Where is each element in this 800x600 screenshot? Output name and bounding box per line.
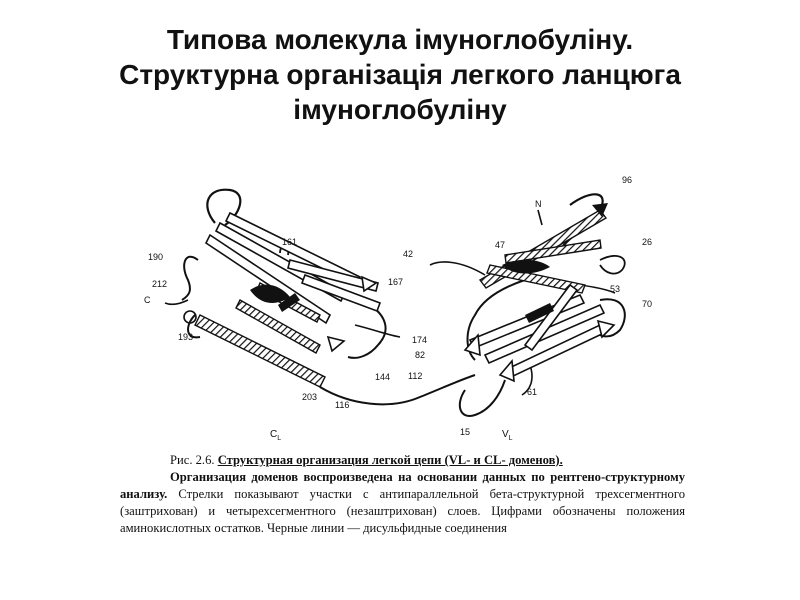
label-47: 47	[495, 240, 506, 250]
label-116: 116	[335, 400, 350, 410]
figure-caption	[120, 452, 685, 537]
label-c-terminus: C	[144, 295, 151, 305]
light-chain-diagram	[130, 165, 690, 455]
caption-figure-number: Рис. 2.6.	[170, 453, 215, 467]
vl-loop-26	[600, 256, 625, 274]
caption-body	[120, 469, 685, 537]
label-203: 203	[302, 392, 318, 402]
cl-arrowhead-174	[328, 337, 344, 351]
label-144: 144	[375, 372, 391, 382]
label-167: 167	[388, 277, 404, 287]
light-chain-structure-figure	[130, 165, 690, 455]
label-96: 96	[622, 175, 633, 185]
vl-domain	[430, 194, 625, 416]
vl-loop-42	[430, 262, 485, 275]
slide-title-line-1: Типова молекула імуноглобуліну.	[166, 24, 634, 55]
vl-arrowhead-2	[500, 361, 514, 381]
label-174: 174	[412, 335, 428, 345]
caption-heading	[120, 452, 685, 469]
label-n-terminus: N	[535, 199, 542, 209]
slide-title-line-2: Структурна організація легкого ланцюга	[119, 59, 681, 90]
cl-loop-left	[182, 257, 198, 300]
caption-body-rest: Стрелки показывают участки с антипараллельной бета-структурной трехсегментного (заштрихован) и четырехсегментного (незаштрихован) слоев. Цифрами обозначены положения аминокислотных остатков. Черные линии — дисульфидные соединения	[120, 487, 685, 535]
vl-loop-15	[460, 380, 505, 416]
label-82: 82	[415, 350, 426, 360]
label-112: 112	[408, 371, 423, 381]
n-terminus-tail	[538, 210, 542, 225]
slide-title-line-3: імуноглобуліну	[293, 94, 507, 125]
cl-domain-label: $C_L$	[270, 429, 282, 442]
caption-body-lead: Организация доменов воспроизведена на основании данных по рентгено-структурному анализу.	[120, 470, 685, 501]
label-193: 193	[178, 332, 194, 342]
domain-labels	[270, 429, 513, 442]
cl-hatched-strand-long	[195, 315, 325, 387]
slide-title	[40, 22, 760, 127]
cl-domain	[165, 190, 475, 405]
label-61: 61	[527, 387, 538, 397]
label-70: 70	[642, 299, 653, 309]
label-26: 26	[642, 237, 653, 247]
label-190: 190	[148, 252, 164, 262]
label-15: 15	[460, 427, 471, 437]
c-terminus-tail	[165, 300, 188, 304]
label-42: 42	[403, 249, 414, 259]
cl-loop-174	[355, 325, 400, 337]
label-212: 212	[152, 279, 168, 289]
caption-figure-title: Структурная организация легкой цепи (VL- и CL- доменов).	[217, 453, 563, 467]
label-161: 161	[282, 237, 298, 247]
vl-domain-label: $V_L$	[502, 429, 513, 442]
label-53: 53	[610, 284, 621, 294]
